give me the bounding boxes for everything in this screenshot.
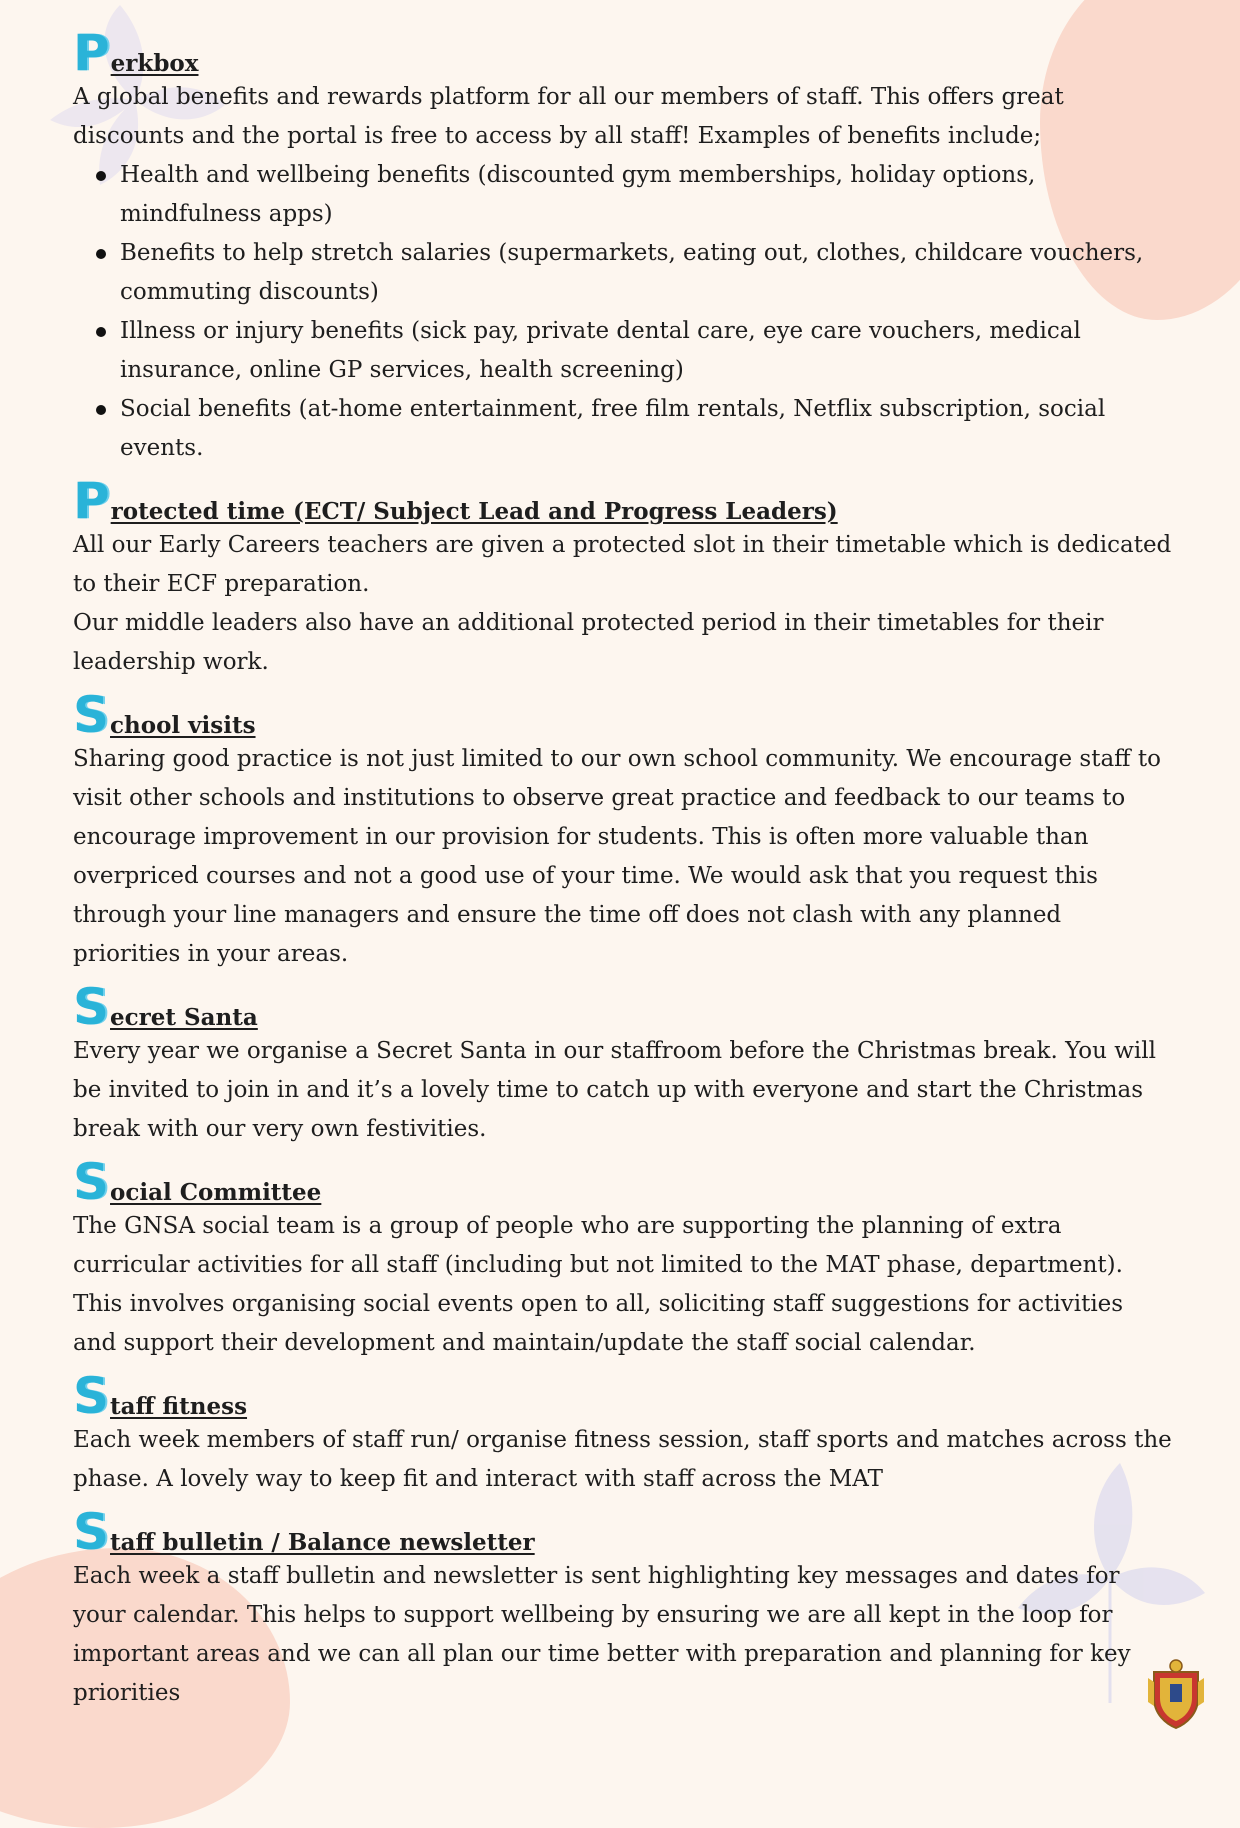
section-secret-santa <box>73 974 1173 1149</box>
section-title: chool visits <box>110 712 256 739</box>
drop-cap-letter: S <box>73 1503 110 1561</box>
section-paragraph: Sharing good practice is not just limited to our own school community. We encourage staff to visit other schools and institutions to observe great practice and feedback to our teams to encourage improvement in our provision for students. This is often more valuable than overpriced courses and not a good use of your time. We would ask that you request this through your line managers and ensure the time off does not clash with any planned priorities in your areas. <box>73 746 1161 967</box>
list-item: Health and wellbeing benefits (discounted gym memberships, holiday options, mindfulness apps) <box>120 156 1173 234</box>
benefits-list <box>73 156 1173 468</box>
section-heading <box>73 1499 1173 1561</box>
section-staff-fitness <box>73 1363 1173 1499</box>
section-paragraph: Each week a staff bulletin and newsletter is sent highlighting key messages and dates for your calendar. This helps to support wellbeing by ensuring we are all kept in the loop for important areas and we can all plan our time better with preparation and planning for key priorities <box>73 1563 1131 1706</box>
drop-cap-letter: S <box>73 1153 110 1211</box>
section-paragraph: Every year we organise a Secret Santa in our staffroom before the Christmas break. You will be invited to join in and it’s a lovely time to catch up with everyone and start the Christmas break with our very own festivities. <box>73 1038 1156 1142</box>
section-title: erkbox <box>110 50 199 77</box>
section-heading <box>73 468 1173 530</box>
section-heading <box>73 974 1173 1036</box>
section-paragraph: Each week members of staff run/ organise fitness session, staff sports and matches across the phase. A lovely way to keep fit and interact with staff across the MAT <box>73 1427 1172 1492</box>
section-paragraph: Our middle leaders also have an additional protected period in their timetables for their leadership work. <box>73 610 1104 675</box>
section-heading <box>73 20 1173 82</box>
section-paragraph: The GNSA social team is a group of people who are supporting the planning of extra curricular activities for all staff (including but not limited to the MAT phase, department). This involves organising social events open to all, soliciting staff suggestions for activities and support their development and maintain/update the staff social calendar. <box>73 1213 1124 1356</box>
drop-cap-letter: S <box>73 1367 110 1425</box>
section-title: ecret Santa <box>110 1004 258 1031</box>
section-title: rotected time (ECT/ Subject Lead and Progress Leaders) <box>110 498 838 525</box>
section-school-visits <box>73 682 1173 974</box>
drop-cap-letter: P <box>73 472 110 530</box>
section-heading <box>73 1149 1173 1211</box>
section-heading <box>73 682 1173 744</box>
section-paragraph: A global benefits and rewards platform for all our members of staff. This offers great discounts and the portal is free to access by all staff! Examples of benefits include; <box>73 84 1064 149</box>
list-item: Benefits to help stretch salaries (supermarkets, eating out, clothes, childcare vouchers, commuting discounts) <box>120 234 1173 312</box>
drop-cap-letter: S <box>73 686 110 744</box>
list-item: Illness or injury benefits (sick pay, private dental care, eye care vouchers, medical insurance, online GP services, health screening) <box>120 312 1173 390</box>
section-staff-bulletin <box>73 1499 1173 1713</box>
section-title: ocial Committee <box>110 1179 322 1206</box>
section-title: taff bulletin / Balance newsletter <box>110 1529 535 1556</box>
section-perkbox <box>73 20 1173 468</box>
section-protected-time <box>73 468 1173 682</box>
school-crest-icon <box>1146 1658 1206 1730</box>
section-social-committee <box>73 1149 1173 1363</box>
section-paragraph: All our Early Careers teachers are given a protected slot in their timetable which is dedicated to their ECF preparation. <box>73 532 1172 597</box>
section-heading <box>73 1363 1173 1425</box>
drop-cap-letter: P <box>73 24 110 82</box>
section-title: taff fitness <box>110 1393 248 1420</box>
document-content <box>73 20 1173 1713</box>
list-item: Social benefits (at-home entertainment, free film rentals, Netflix subscription, social events. <box>120 390 1173 468</box>
drop-cap-letter: S <box>73 978 110 1036</box>
